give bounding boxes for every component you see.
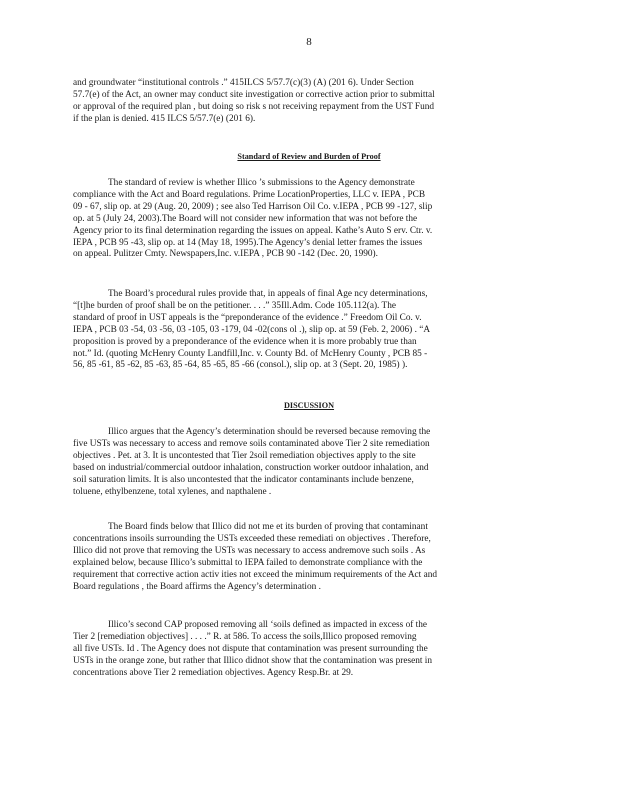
paragraph-second-cap [73,620,543,680]
paragraph-board-finds [73,522,543,593]
text-line: The Board finds below that Illico did not me et its burden of proving that contaminant [108,522,428,532]
text-line: proposition is proved by a preponderance of the evidence when it is more probably true than [73,336,417,347]
text-line: 56, 85 -61, 85 -62, 85 -63, 85 -64, 85 -65, 85 -66 (consol.), slip op. at 3 (Sept. 20, 1985) ). [73,360,408,371]
text-line: or approval of the required plan , but doing so risk s not receiving repayment from the UST Fund [73,101,435,112]
text-line: compliance with the Act and Board regulations. Prime LocationProperties, LLC v. IEPA , PCB [73,189,426,200]
text-line: concentrations insoils surrounding the USTs exceeded these remediati on objectives . Therefore, [73,533,431,544]
paragraph-burden-of-proof [73,289,543,372]
text-line: not.” Id. (quoting McHenry County Landfill,Inc. v. County Bd. of McHenry County , PCB 85 - [73,348,428,359]
text-line: USTs in the orange zone, but rather that Illico didnot show that the contamination was present in [73,655,433,666]
text-line: requirement that corrective action activ ities not exceed the minimum requirements of the Act and [73,569,437,580]
page-number: 8 [306,36,312,48]
text-line: concentrations above Tier 2 remediation objectives. Agency Resp.Br. at 29. [73,667,354,678]
text-line: Board regulations , the Board affirms the Agency’s determination . [73,581,321,592]
section-heading-standard-of-review [0,152,618,161]
text-line: 09 - 67, slip op. at 29 (Aug. 20, 2009) ; see also Ted Harrison Oil Co. v.IEPA , PCB 99 -127, slip [73,201,433,212]
text-line: soil saturation limits. It is also uncontested that the indicator contaminants include benzene, [73,474,414,485]
text-line: Illico did not prove that removing the USTs was necessary to access andremove such soils . As [73,545,426,556]
text-line: Illico’s second CAP proposed removing all ‘soils defined as impacted in excess of the [108,620,428,630]
heading-text: Standard of Review and Burden of Proof [237,152,381,161]
text-line: objectives . Pet. at 3. It is uncontested that Tier 2soil remediation objectives apply to the site [73,450,416,461]
text-line: standard of proof in UST appeals is the “preponderance of the evidence .” Freedom Oil Co. v. [73,312,422,323]
text-line: on appeal. Pulitzer Cmty. Newspapers,Inc. v.IEPA , PCB 90 -142 (Dec. 20, 1990). [73,249,378,260]
text-line: IEPA , PCB 03 -54, 03 -56, 03 -105, 03 -179, 04 -02(cons ol .), slip op. at 59 (Feb. 2, 2006) . “A [73,324,431,335]
text-line: toluene, ethylbenzene, total xylenes, and napthalene . [73,486,272,497]
text-line: IEPA , PCB 95 -43, slip op. at 14 (May 18, 1995).The Agency’s denial letter frames the issues [73,237,423,248]
text-line: Illico argues that the Agency’s determination should be reversed because removing the [108,427,431,437]
text-line: The standard of review is whether Illico ’s submissions to the Agency demonstrate [108,178,415,188]
paragraph-standard-of-review [73,178,543,261]
heading-text: DISCUSSION [283,401,335,410]
text-line: op. at 5 (July 24, 2003).The Board will not consider new information that was not before the [73,213,418,224]
section-heading-discussion [0,401,618,410]
text-line: The Board’s procedural rules provide that, in appeals of final Age ncy determinations, [108,289,428,299]
text-line: “[t]he burden of proof shall be on the petitioner. . . .” 35Ill.Adm. Code 105.112(a). The [73,300,396,311]
text-line: if the plan is denied. 415 ILCS 5/57.7(e) (201 6). [73,113,256,124]
paragraph-statute [73,78,543,126]
text-line: based on industrial/commercial outdoor inhalation, construction worker outdoor inhalation, and [73,462,429,473]
text-line: 57.7(e) of the Act, an owner may conduct site investigation or corrective action prior to submittal [73,89,435,100]
text-line: explained below, because Illico’s submittal to IEPA failed to demonstrate compliance with the [73,557,423,568]
text-line: all five USTs. Id . The Agency does not dispute that contamination was present surrounding the [73,643,428,654]
paragraph-illico-argues [73,427,543,498]
text-line: Agency prior to its final determination regarding the issues on appeal. Kathe’s Auto S erv. Ctr. v. [73,225,433,236]
text-line: five USTs was necessary to access and remove soils contaminated above Tier 2 site remediation [73,438,430,449]
text-line: Tier 2 [remediation objectives] . . . .” R. at 586. To access the soils,Illico proposed removing [73,631,417,642]
text-line: and groundwater “institutional controls .” 415ILCS 5/57.7(c)(3) (A) (201 6). Under Section [73,78,414,88]
